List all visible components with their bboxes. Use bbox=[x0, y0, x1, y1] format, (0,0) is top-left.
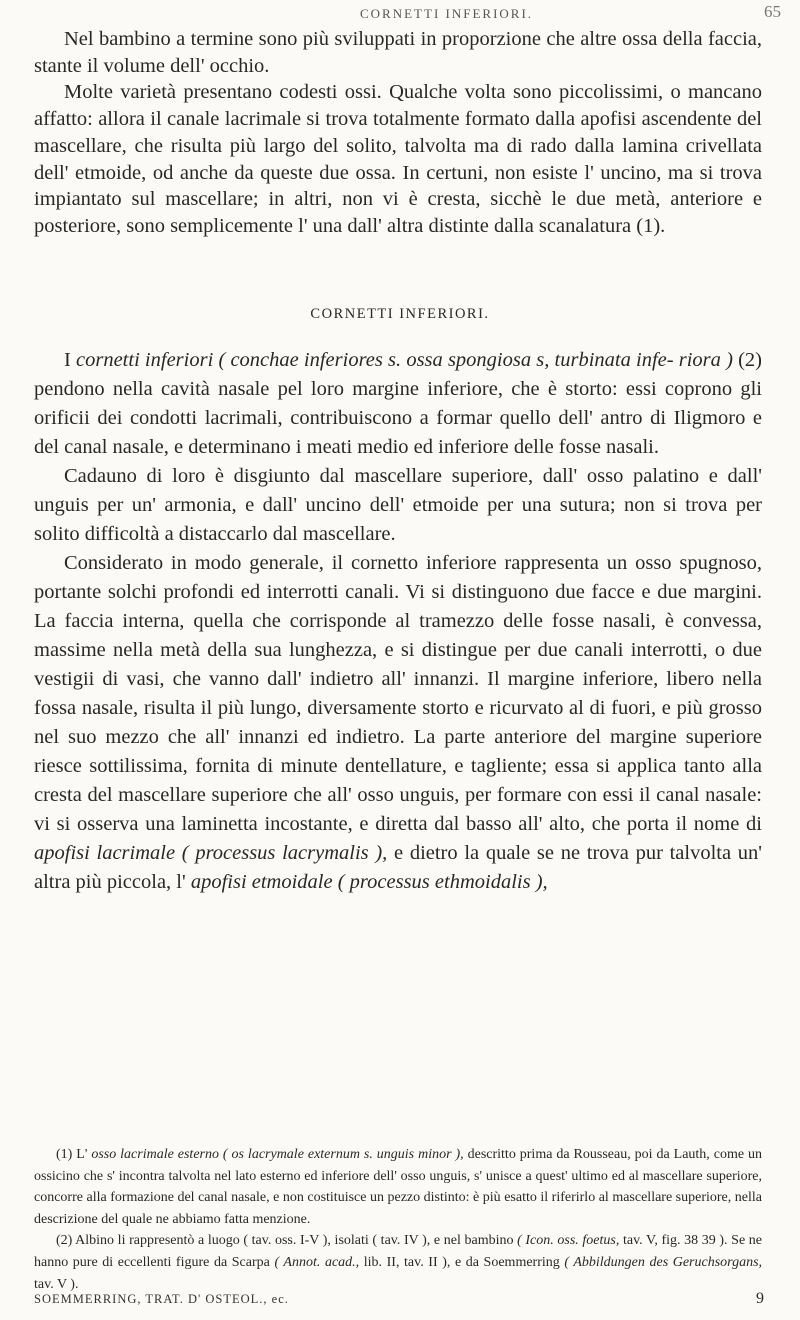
footnote-2 bbox=[34, 1230, 762, 1295]
section-text bbox=[34, 346, 762, 897]
footnote-1-mark: (1) L' bbox=[56, 1147, 88, 1162]
running-title: CORNETTI INFERIORI. bbox=[360, 6, 534, 21]
p1-lead: I bbox=[64, 349, 71, 371]
p3-middle: e dietro la quale se ne trova pur talvolta un' altra più piccola, l' bbox=[34, 842, 762, 893]
footnote-2-text-c: lib. II, tav. II ), e da Soemmerring bbox=[363, 1254, 560, 1270]
footnote-2-text-d: tav. V ). bbox=[34, 1276, 79, 1292]
intro-text bbox=[34, 26, 762, 240]
p1-rest: (2) pendono nella cavità nasale pel loro margine inferiore, che è storto: essi coprono gli orificii dei condotti lacrimali, contribuiscono a formar quello dell' antro di Iligmoro e del canal nasale, e determinano i meati medio ed inferiore delle fosse nasali. bbox=[34, 349, 762, 458]
footnote-2-italic-b: ( Annot. acad., bbox=[274, 1254, 360, 1270]
footnote-2-italic-c: ( Abbildungen des Geruchsorgans, bbox=[564, 1254, 763, 1270]
footnote-1-italic: osso lacrimale esterno ( os lacrymale externum s. unguis minor ), bbox=[91, 1147, 464, 1162]
footnote-1 bbox=[34, 1144, 762, 1230]
signature-mark: 9 bbox=[756, 1290, 764, 1307]
signature-text: SOEMMERRING, TRAT. D' OSTEOL., ec. bbox=[34, 1292, 289, 1306]
intro-paragraph-1: Nel bambino a termine sono più sviluppati in proporzione che altre ossa della faccia, stante il volume dell' occhio. bbox=[34, 28, 762, 77]
section-paragraph-2: Cadauno di loro è disgiunto dal mascellare superiore, dall' osso palatino e dall' unguis per un' armonia, e dall' uncino dell' etmoide per una sutura; non si trova per solito difficoltà a distaccarlo dal mascellare. bbox=[34, 465, 762, 545]
term-apofisi-etmoidale: apofisi etmoidale ( processus ethmoidalis ), bbox=[190, 871, 548, 893]
page-number: 65 bbox=[764, 2, 781, 21]
running-head bbox=[0, 2, 800, 24]
section-paragraph-1 bbox=[34, 346, 762, 462]
footnote-2-text-b: tav. V, fig. 38 39 ). Se ne hanno pure di eccellenti figure da Scarpa bbox=[34, 1233, 762, 1270]
p3-before: Considerato in modo generale, il cornetto inferiore rappresenta un osso spugnoso, portante solchi profondi ed interrotti canali. Vi si distinguono due facce e due margini. La faccia interna, quella che corrisponde al tramezzo delle fosse nasali, è convessa, massime nella metà della sua lunghezza, e si distingue per due canali interrotti, o due vestigii di vasi, che vanno dall' indietro all' innanzi. Il margine inferiore, libero nella fossa nasale, risulta il più lungo, diversamente storto e ricurvato al di fuori, e più grosso nel suo mezzo che all' innanzi ed indietro. La parte anteriore del margine superiore riesce sottilissima, fornita di minute dentellature, e tagliente; essa si applica tanto alla cresta del mascellare superiore che all' osso unguis, per formare con essi il canal nasale: vi si osserva una laminetta incostante, e diretta dal basso all' alto, che porta il nome di bbox=[34, 552, 762, 835]
section-heading: CORNETTI INFERIORI. bbox=[310, 306, 490, 322]
footnotes bbox=[34, 1144, 762, 1295]
signature-line bbox=[0, 1292, 800, 1312]
section-paragraph-3 bbox=[34, 549, 762, 897]
latin-term: ( conchae inferiores s. ossa spongiosa s, turbinata infe- riora ) bbox=[218, 349, 733, 371]
footnote-2-text-a: (2) Albino li rappresentò a luogo ( tav. oss. I-V ), isolati ( tav. IV ), e nel bambino bbox=[56, 1233, 514, 1249]
intro-paragraph-2: Molte varietà presentano codesti ossi. Qualche volta sono piccolissimi, o mancano affatto: allora il canale lacrimale si trova totalmente formato dalla apofisi ascendente del mascellare, che risulta più largo del solito, talvolta ma di rado dalla lamina crivellata dell' etmoide, od anche da queste due ossa. In certuni, non esiste l' uncino, ma si trova impiantato sul mascellare; in altri, non vi è cresta, sicchè le due metà, anteriore e posteriore, sono semplicemente l' una dall' altra distinte dalla scanalatura (1). bbox=[34, 81, 762, 237]
term-apofisi-lacrimale: apofisi lacrimale ( processus lacrymalis ), bbox=[34, 842, 388, 864]
footnote-2-italic-a: ( Icon. oss. foetus, bbox=[517, 1233, 620, 1249]
footnote-1-text: descritto prima da Rousseau, poi da Lauth, come un ossicino che s' incontra talvolta nel lato esterno ed inferiore dell' osso unguis, s' unisce a quest' ultimo ed al mascellare superiore, concorre alla formazione del canal nasale, e non costituisce un pezzo distinto: è più esatto il riferirlo al mascellare superiore, nella descrizione del quale ne abbiamo fatta menzione. bbox=[34, 1147, 763, 1227]
term-cornetti: cornetti inferiori bbox=[76, 349, 214, 371]
